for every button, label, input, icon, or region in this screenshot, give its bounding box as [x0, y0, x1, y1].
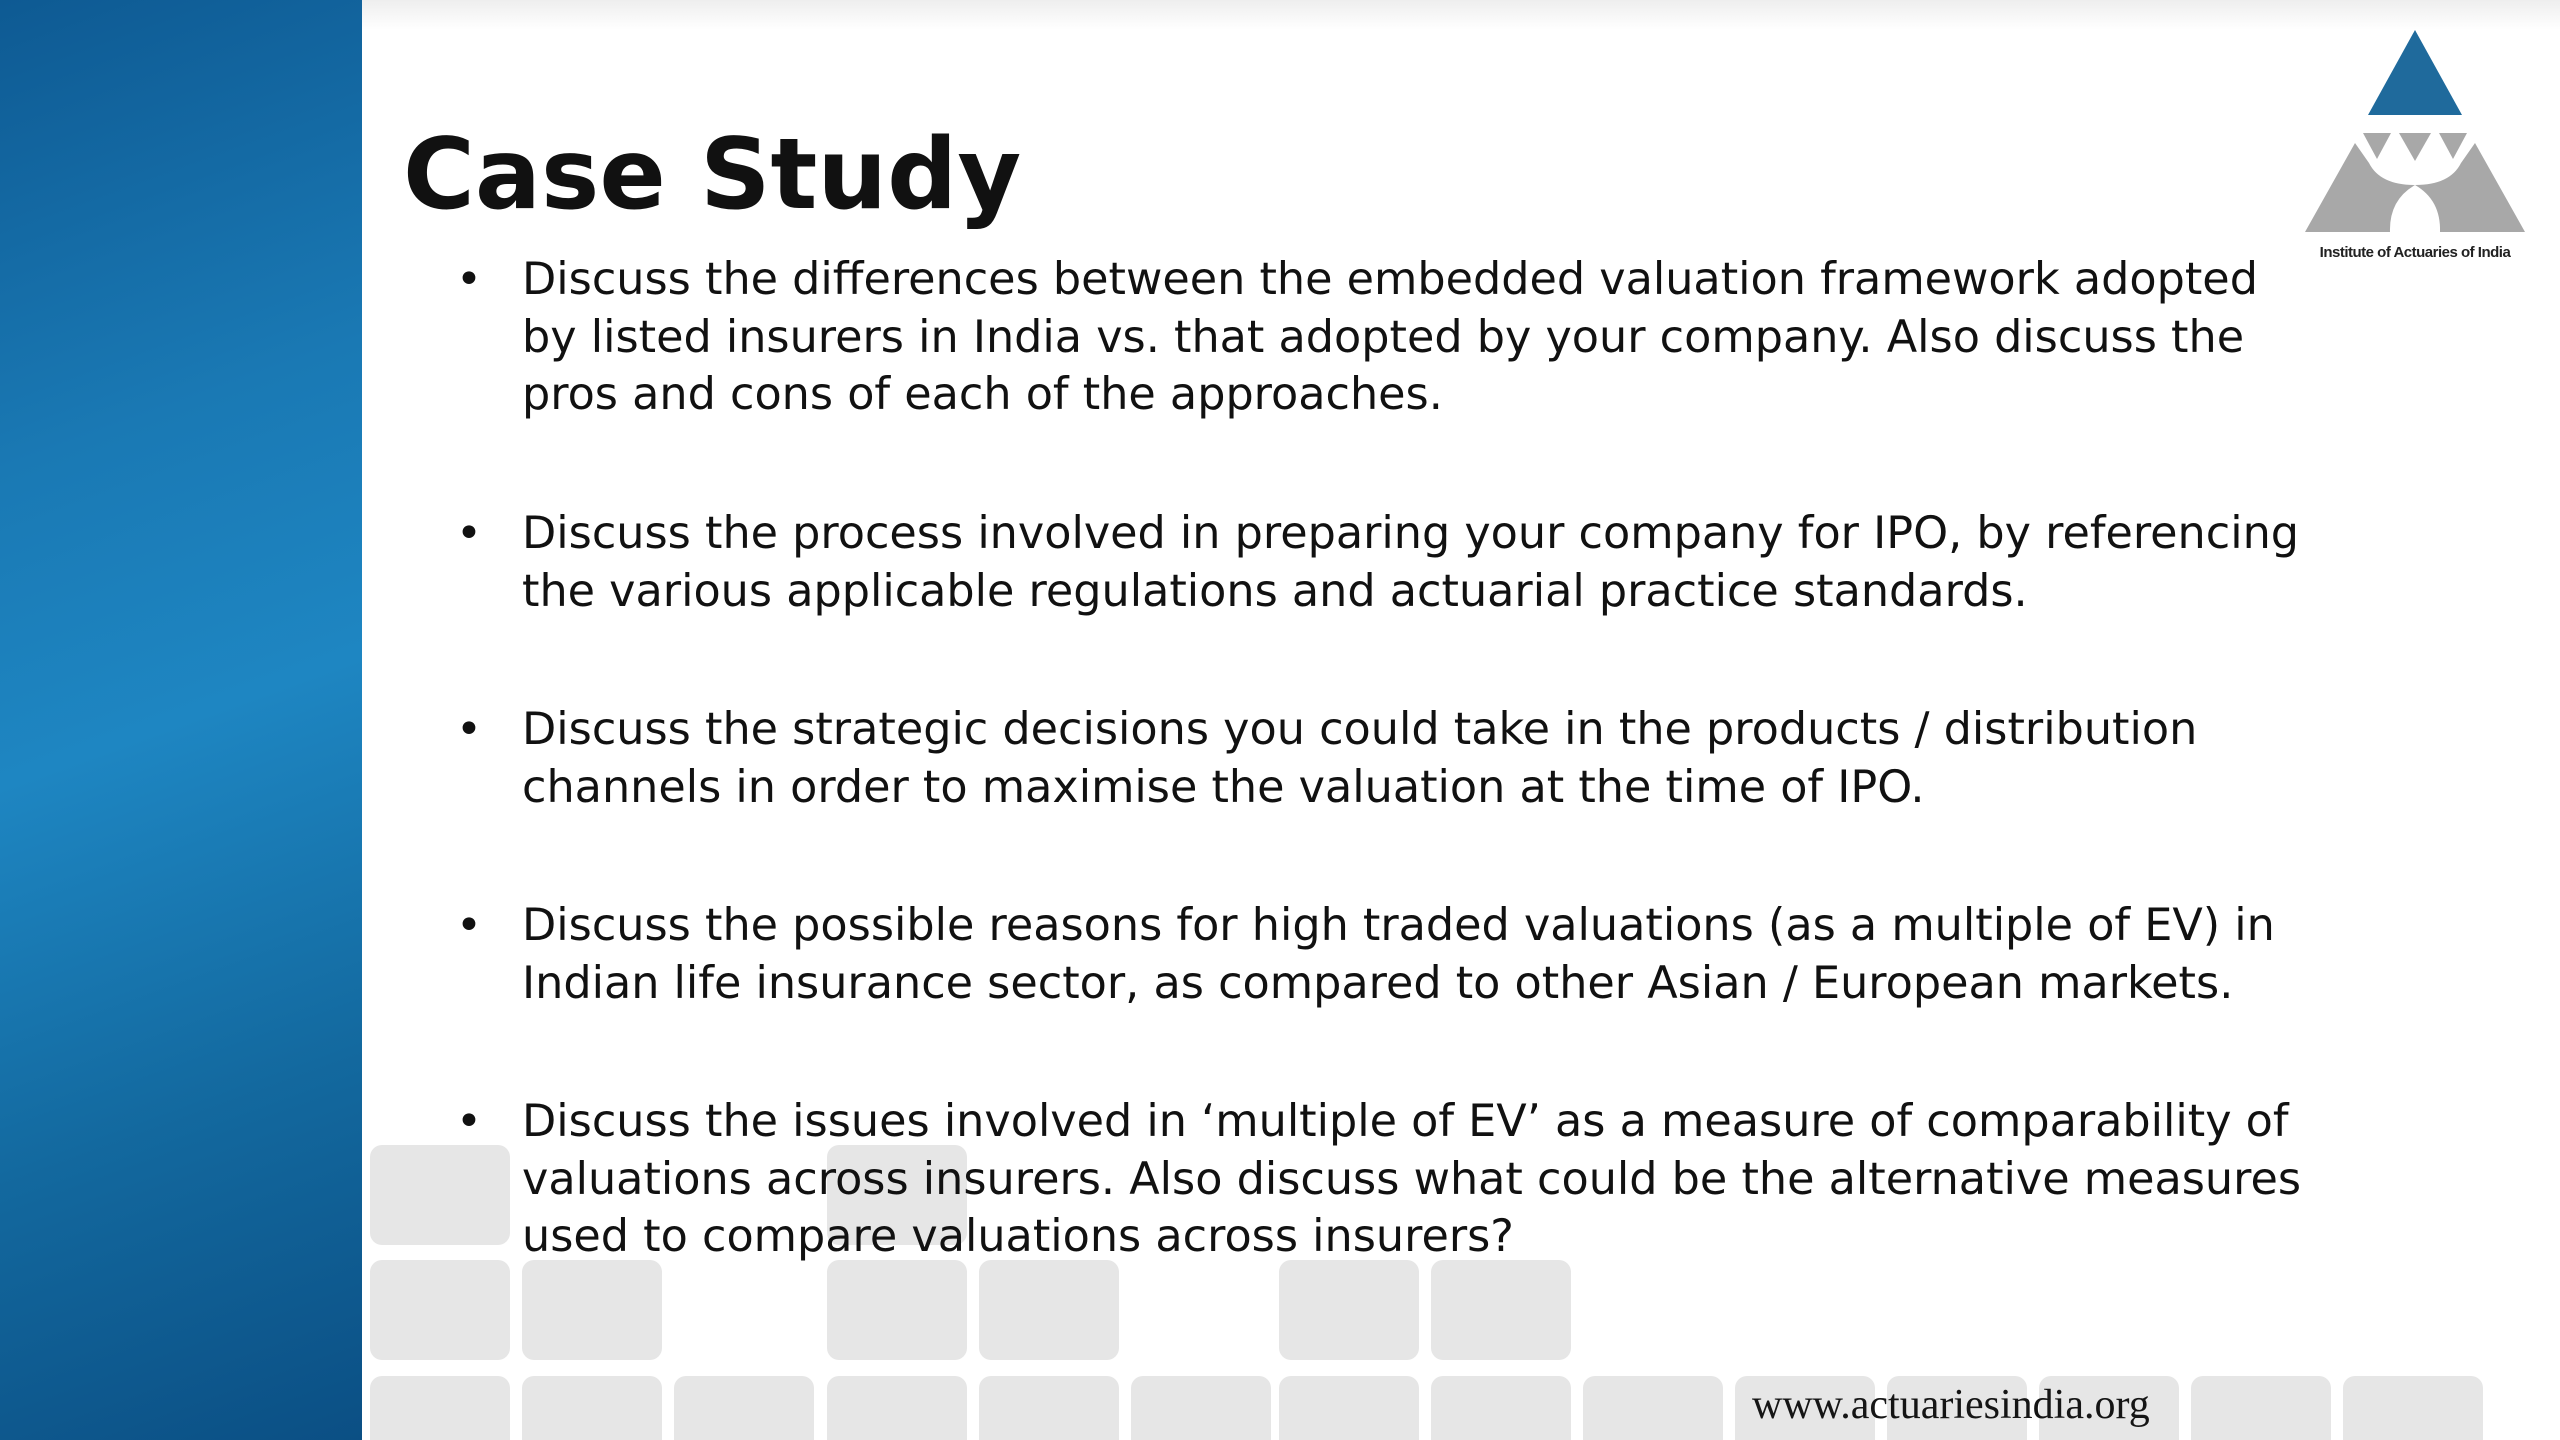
logo-right-segment: [2415, 143, 2525, 232]
bullet-glyph: •: [456, 508, 482, 559]
logo-top-triangle: [2368, 30, 2462, 115]
logo-left-segment: [2305, 143, 2415, 232]
institute-of-actuaries-of-india-logo-icon: [2295, 25, 2535, 270]
logo-center-triangle: [2399, 133, 2431, 161]
bullet-text: Discuss the process involved in preparing your company for IPO, by referencing the various applicable regulations and actuarial practice standards.: [522, 508, 2300, 617]
slide-title: Case Study: [403, 118, 1022, 232]
logo-caption: Institute of Actuaries of India: [2319, 244, 2511, 261]
bullet-glyph: •: [456, 704, 482, 755]
logo-left-small-triangle: [2363, 133, 2391, 159]
bullet-text: Discuss the differences between the embedded valuation framework adopted by listed insurers in India vs. that adopted by your company. Also discuss the pros and cons of each of the approaches.: [522, 254, 2258, 420]
bullet-glyph: •: [456, 1096, 482, 1147]
bullet-text: Discuss the possible reasons for high traded valuations (as a multiple of EV) in Indian life insurance sector, as compared to other Asian / European markets.: [522, 900, 2275, 1009]
footer-website: www.actuariesindia.org: [1752, 1382, 2150, 1428]
bullet-text: Discuss the strategic decisions you could take in the products / distribution channels in order to maximise the valuation at the time of IPO.: [522, 704, 2198, 813]
bullet-glyph: •: [456, 900, 482, 951]
bullet-text: Discuss the issues involved in ‘multiple of EV’ as a measure of comparability of valuations across insurers. Also discuss what could be the alternative measures used to compare valuations across insurers?: [522, 1096, 2302, 1262]
logo-right-small-triangle: [2439, 133, 2467, 159]
bullet-glyph: •: [456, 254, 482, 305]
